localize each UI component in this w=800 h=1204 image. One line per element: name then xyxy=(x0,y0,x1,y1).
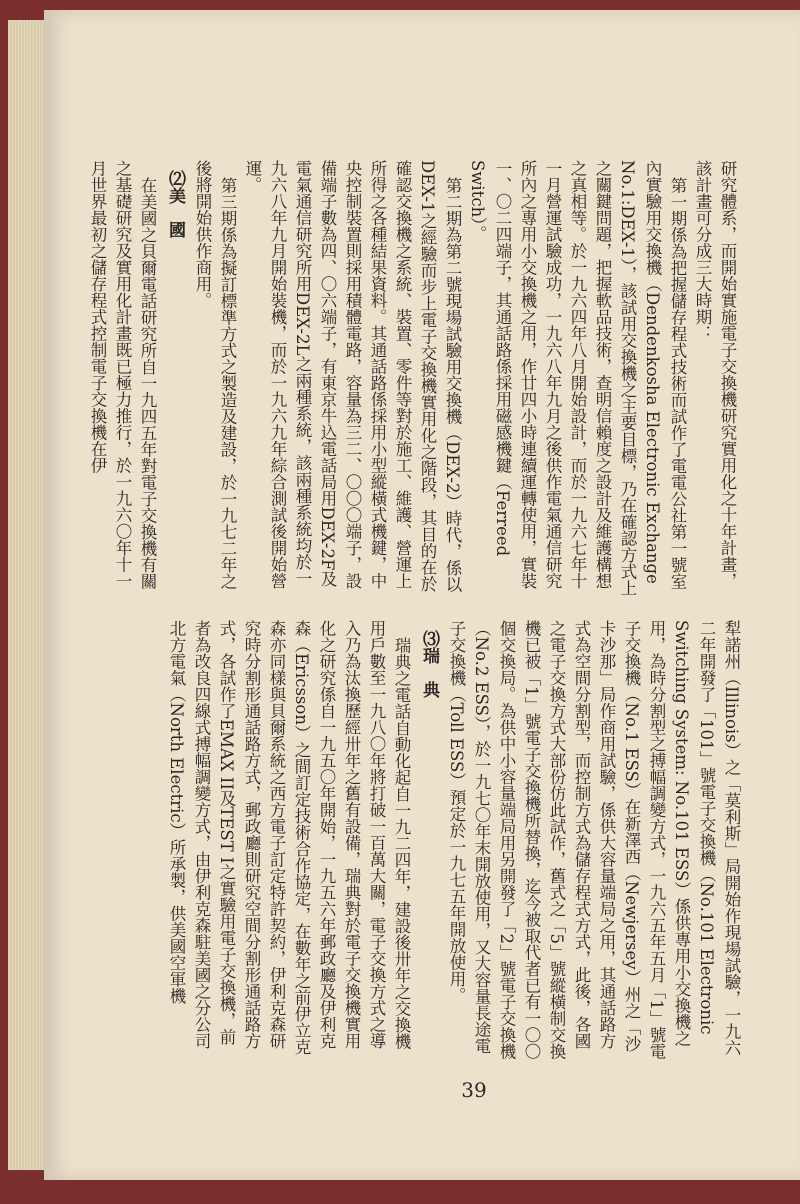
top-text-column xyxy=(88,160,740,600)
bottom-text-column xyxy=(64,620,744,1060)
page-edges xyxy=(8,20,48,1170)
page-number: 39 xyxy=(461,1078,487,1102)
paragraph: 研究體系，而開始實施電子交換機研究實用化之十年計畫，該計畫可分成三大時期： xyxy=(693,160,737,589)
section-heading-sweden: ⑶瑞 典 xyxy=(419,630,439,698)
book-page xyxy=(44,10,800,1180)
paragraph: 第一期係為把握儲存程式技術而試作了電電公社第一號室內實驗用交換機（Dendenkosha Electronic Exchange No.1:DEX-1），該試用交換機之主要目標，乃在確認方式上之關鍵問題，把握軟品技術，查明信賴度之設計及維護構想之真相等。於一九六四年八月開始設計，而於一九六七年十一月營運試驗成功，一九六八年九月之後供作電氣通信研究所內之專用小交換機之用，作廿四小時連續運轉使用，實裝一、〇二四端子，其通話路係採用磁感機鍵（Ferreed Switch）。 xyxy=(468,160,687,597)
paragraph: 第三期係為擬訂標準方式之製造及建設，於一九七二年之後將開始供作商用。 xyxy=(193,160,237,589)
paragraph: 在美國之貝爾電話研究所自一九四五年對電子交換機有關之基礎研究及實用化計畫既已極力推行，於一九六〇年十一月世界最初之儲存程式控制電子交換機在伊 xyxy=(88,160,157,589)
section-heading-usa: ⑵美 國 xyxy=(165,170,185,238)
paragraph: 瑞典之電話自動化起自一九二四年，建設後卅年之交換機用戶數至一九八〇年將打破一百萬大關，電子交換方式之導入乃為汰換歷經卅年之舊有設備，瑞典對於電子交換機實用化之研究係自一九五〇年開始，一九五六年郵政廳及伊利克森（Ericsson）之間訂定技術合作協定，在數年之前伊立克森亦同樣與貝爾系統之西方電子訂定特許契約，伊利克森研究時分割形通話路方式，郵政廳則研究空間分割形通話路方式，各試作了EMAX II及TEST I之實驗用電子交換機，前者為改良四線式搏幅調變方式，由伊利克森駐美國之分公司北方電氣（North Electric）所承製，供美國空軍機 xyxy=(167,620,411,1055)
paragraph: 犁諾州（Illinois）之「莫利斯」局開始作現場試驗，一九六二年開發了「101」號電子交換機（No.101 Electronic Switching System: No.101 ESS）係供專用小交換機之用，為時分割型之搏幅調變方式，一九六五年五月「1」號電子交換機（No.1 ESS）在新澤西（Newjersey）州之「沙卡沙那」局作商用試驗，係供大容量端局之用，其通話路方式為空間分割型，而控制方式為儲存程式方式，此後，各國之電子交換方式大部份仿此試作，舊式之「5」號縱橫制交換機已被「1」號電子交換機所替換，迄今被取代者已有一〇〇個交換局。為供中小容量端局用另開發了「2」號電子交換機（No.2 ESS），於一九七〇年末開放使用，又大容量長途電子交換機（Toll ESS）預定於一九七五年開放使用。 xyxy=(447,620,741,1060)
paragraph: 第二期為第二號現場試驗用交換機（DEX-2）時代，係以DEX-1之經驗而步上電子交換機實用化之階段，其目的在於確認交換機之系統、裝置、零件等對於施工、維護、營運上所得之各種結果資料。其通話路係採用小型縱橫式機鍵，中央控制裝置則採用積體電路，容量為三二、〇〇〇端子，設備端子數為四、〇六端子，有東京牛込電話局用DEX-2F及電氣通信研究所用DEX-2L之兩種系統，該兩種系統均於一九六八年九月開始裝機，而於一九六九年綜合測試後開始營運。 xyxy=(243,160,462,593)
